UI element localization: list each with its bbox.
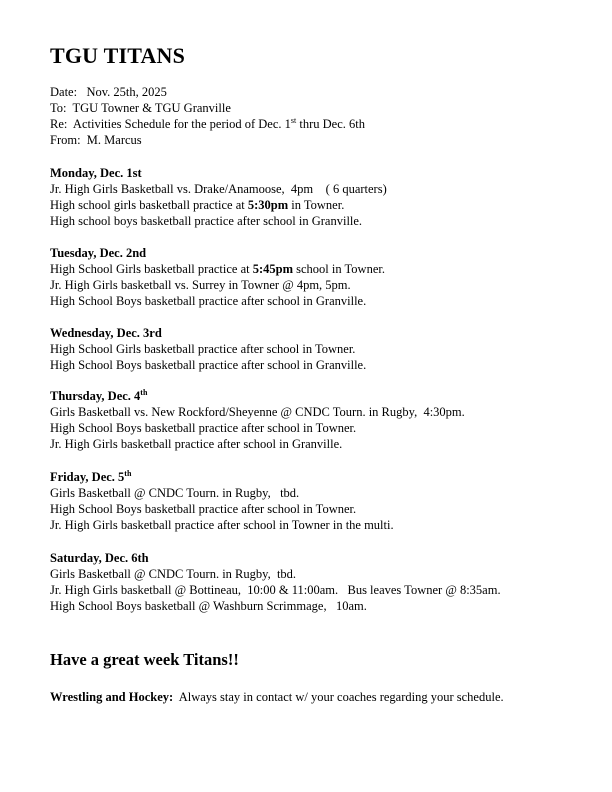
wednesday-line-1: High School Girls basketball practice after school in Towner. xyxy=(50,342,356,356)
closing-message: Have a great week Titans!! xyxy=(50,650,239,669)
monday-line-1: Jr. High Girls Basketball vs. Drake/Anamoose, 4pm ( 6 quarters) xyxy=(50,182,387,196)
friday-line-1: Girls Basketball @ CNDC Tourn. in Rugby, tbd. xyxy=(50,486,300,500)
monday-line-3: High school boys basketball practice after school in Granville. xyxy=(50,214,363,228)
day-monday xyxy=(50,165,387,229)
friday-line-2: High School Boys basketball practice after school in Towner. xyxy=(50,502,357,516)
memo-re-sup: st xyxy=(290,115,297,125)
footer-text: Always stay in contact w/ your coaches regarding your schedule. xyxy=(173,690,504,704)
day-friday xyxy=(50,469,394,533)
day-tuesday xyxy=(50,245,385,309)
monday-line-2-post: in Towner. xyxy=(288,198,345,212)
memo-re xyxy=(50,116,365,132)
day-title-thursday xyxy=(50,388,465,404)
footer-note xyxy=(50,690,504,705)
thursday-line-2: High School Boys basketball practice after school in Towner. xyxy=(50,421,357,435)
tuesday-line-2: Jr. High Girls basketball vs. Surrey in Towner @ 4pm, 5pm. xyxy=(50,278,351,292)
page-title: TGU TITANS xyxy=(50,43,186,68)
thursday-title-sup: th xyxy=(140,387,148,397)
memo-from: From: M. Marcus xyxy=(50,133,142,147)
tuesday-line-3: High School Boys basketball practice after school in Granville. xyxy=(50,294,367,308)
day-wednesday xyxy=(50,325,366,373)
saturday-line-1: Girls Basketball @ CNDC Tourn. in Rugby, tbd. xyxy=(50,567,297,581)
friday-title-pre: Friday, Dec. 5 xyxy=(50,470,125,484)
memo-re-prefix: Re: Activities Schedule for the period of Dec. 1 xyxy=(50,117,291,131)
footer-label: Wrestling and Hockey: xyxy=(50,690,174,704)
memo-re-suffix: thru Dec. 6th xyxy=(296,117,365,131)
friday-line-3: Jr. High Girls basketball practice after school in Towner in the multi. xyxy=(50,518,394,532)
tuesday-line-1-time: 5:45pm xyxy=(252,262,294,276)
day-title-tuesday: Tuesday, Dec. 2nd xyxy=(50,246,147,260)
thursday-title-pre: Thursday, Dec. 4 xyxy=(50,389,141,403)
tuesday-line-1-post: school in Towner. xyxy=(293,262,385,276)
memo-date: Date: Nov. 25th, 2025 xyxy=(50,85,167,99)
monday-line-2 xyxy=(50,197,387,213)
memo-header xyxy=(50,84,365,148)
monday-line-2-time: 5:30pm xyxy=(247,198,289,212)
day-title-monday: Monday, Dec. 1st xyxy=(50,166,142,180)
wednesday-line-2: High School Boys basketball practice after school in Granville. xyxy=(50,358,367,372)
thursday-line-1: Girls Basketball vs. New Rockford/Sheyenne @ CNDC Tourn. in Rugby, 4:30pm. xyxy=(50,405,465,419)
day-title-friday xyxy=(50,469,394,485)
saturday-line-3: High School Boys basketball @ Washburn Scrimmage, 10am. xyxy=(50,599,367,613)
day-title-saturday: Saturday, Dec. 6th xyxy=(50,551,149,565)
memo-to: To: TGU Towner & TGU Granville xyxy=(50,101,231,115)
monday-line-2-pre: High school girls basketball practice at xyxy=(50,198,248,212)
day-saturday xyxy=(50,550,501,614)
saturday-line-2: Jr. High Girls basketball @ Bottineau, 10:00 & 11:00am. Bus leaves Towner @ 8:35am. xyxy=(50,583,501,597)
friday-title-sup: th xyxy=(124,468,132,478)
day-title-wednesday: Wednesday, Dec. 3rd xyxy=(50,326,162,340)
thursday-line-3: Jr. High Girls basketball practice after school in Granville. xyxy=(50,437,343,451)
tuesday-line-1-pre: High School Girls basketball practice at xyxy=(50,262,253,276)
tuesday-line-1 xyxy=(50,261,385,277)
day-thursday xyxy=(50,388,465,452)
